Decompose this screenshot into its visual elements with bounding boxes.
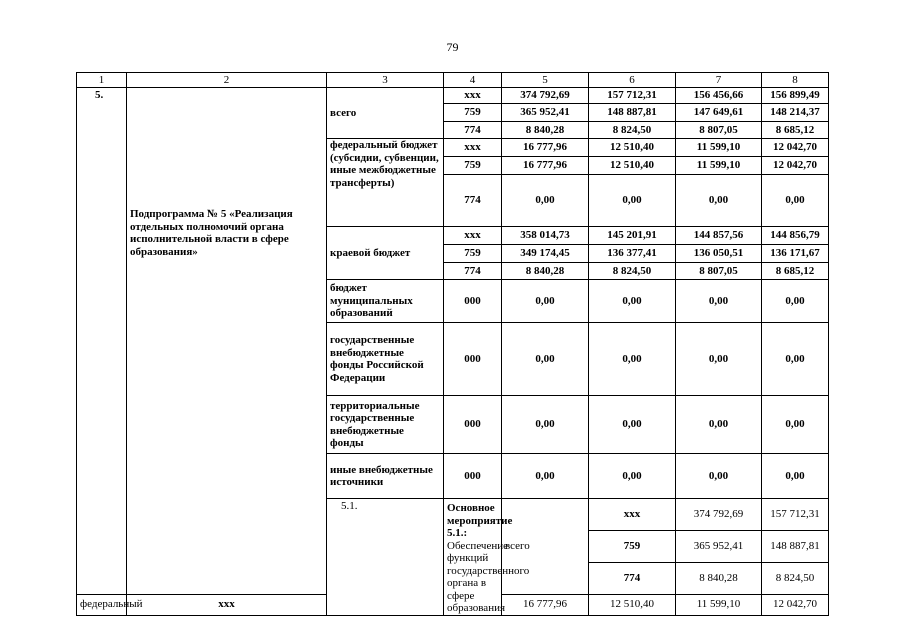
- code-cell: 759: [444, 104, 502, 122]
- value-cell: 157 712,31: [589, 88, 676, 104]
- section-number: 5.1.: [327, 499, 444, 616]
- header-row: [77, 73, 829, 88]
- code-cell: 759: [444, 245, 502, 263]
- value-cell: 0,00: [762, 175, 829, 227]
- code-cell: 759: [444, 157, 502, 175]
- source-label: всего: [502, 499, 589, 595]
- value-cell: 144 857,56: [676, 227, 762, 245]
- value-cell: 0,00: [502, 175, 589, 227]
- value-cell: 0,00: [676, 280, 762, 323]
- value-cell: 148 214,37: [762, 104, 829, 122]
- value-cell: 136 377,41: [589, 245, 676, 263]
- value-cell: 136 171,67: [762, 245, 829, 263]
- value-cell: 0,00: [589, 396, 676, 454]
- code-cell: xxx: [444, 139, 502, 157]
- value-cell: 11 599,10: [676, 139, 762, 157]
- code-cell: 000: [444, 323, 502, 396]
- value-cell: 16 777,96: [502, 139, 589, 157]
- value-cell: 0,00: [589, 454, 676, 499]
- value-cell: 12 510,40: [589, 594, 676, 615]
- value-cell: 0,00: [762, 454, 829, 499]
- value-cell: 148 887,81: [762, 530, 829, 562]
- value-cell: 12 510,40: [589, 157, 676, 175]
- value-cell: 0,00: [762, 323, 829, 396]
- value-cell: 148 887,81: [589, 104, 676, 122]
- value-cell: 0,00: [676, 175, 762, 227]
- header-cell: 6: [589, 73, 676, 88]
- value-cell: 145 201,91: [589, 227, 676, 245]
- value-cell: 136 050,51: [676, 245, 762, 263]
- value-cell: 8 685,12: [762, 122, 829, 139]
- header-cell: 4: [444, 73, 502, 88]
- value-cell: 156 456,66: [676, 88, 762, 104]
- value-cell: 12 042,70: [762, 157, 829, 175]
- header-cell: 7: [676, 73, 762, 88]
- value-cell: 12 042,70: [762, 594, 829, 615]
- source-label: бюджет муниципальных образований: [327, 280, 444, 323]
- value-cell: 144 856,79: [762, 227, 829, 245]
- code-cell: 759: [589, 530, 676, 562]
- value-cell: 0,00: [589, 175, 676, 227]
- page-number: 79: [446, 40, 459, 54]
- value-cell: 8 840,28: [502, 122, 589, 139]
- code-cell: xxx: [127, 594, 327, 615]
- value-cell: 12 510,40: [589, 139, 676, 157]
- value-cell: 8 807,05: [676, 122, 762, 139]
- source-label: краевой бюджет: [327, 227, 444, 280]
- code-cell: 774: [444, 175, 502, 227]
- code-cell: 774: [589, 562, 676, 594]
- value-cell: 0,00: [589, 323, 676, 396]
- measure-title: Основное мероприятие 5.1.:: [447, 502, 513, 539]
- table-row: [77, 88, 829, 104]
- value-cell: 11 599,10: [676, 594, 762, 615]
- value-cell: 349 174,45: [502, 245, 589, 263]
- header-cell: 3: [327, 73, 444, 88]
- code-cell: 000: [444, 280, 502, 323]
- code-cell: 774: [444, 263, 502, 280]
- value-cell: 365 952,41: [502, 104, 589, 122]
- value-cell: 0,00: [502, 454, 589, 499]
- section-number: 5.: [77, 88, 127, 595]
- value-cell: 8 840,28: [676, 562, 762, 594]
- source-label: федеральный бюджет (субсидии, субвенции, иные межбюджетные трансферты): [327, 139, 444, 227]
- value-cell: 374 792,69: [676, 499, 762, 531]
- code-cell: 000: [444, 454, 502, 499]
- value-cell: 0,00: [502, 323, 589, 396]
- value-cell: 16 777,96: [502, 157, 589, 175]
- value-cell: 0,00: [676, 396, 762, 454]
- code-cell: xxx: [444, 88, 502, 104]
- value-cell: 11 599,10: [676, 157, 762, 175]
- value-cell: 0,00: [676, 323, 762, 396]
- value-cell: 365 952,41: [676, 530, 762, 562]
- value-cell: 156 899,49: [762, 88, 829, 104]
- measure-description: Обеспечение функций государственного органа в сфере образования: [447, 539, 530, 614]
- value-cell: 0,00: [676, 454, 762, 499]
- value-cell: 8 824,50: [762, 562, 829, 594]
- source-label: государственные внебюджетные фонды Российской Федерации: [327, 323, 444, 396]
- value-cell: 8 840,28: [502, 263, 589, 280]
- value-cell: 8 685,12: [762, 263, 829, 280]
- value-cell: 8 807,05: [676, 263, 762, 280]
- value-cell: 8 824,50: [589, 263, 676, 280]
- code-cell: xxx: [444, 227, 502, 245]
- header-cell: 2: [127, 73, 327, 88]
- source-label: федеральный: [77, 594, 127, 615]
- value-cell: 0,00: [502, 280, 589, 323]
- header-cell: 8: [762, 73, 829, 88]
- value-cell: 147 649,61: [676, 104, 762, 122]
- header-cell: 1: [77, 73, 127, 88]
- source-label: территориальные государственные внебюджетные фонды: [327, 396, 444, 454]
- value-cell: 374 792,69: [502, 88, 589, 104]
- budget-table: [76, 72, 829, 616]
- value-cell: 0,00: [502, 396, 589, 454]
- value-cell: 0,00: [589, 280, 676, 323]
- value-cell: 12 042,70: [762, 139, 829, 157]
- source-label: иные внебюджетные источники: [327, 454, 444, 499]
- value-cell: 358 014,73: [502, 227, 589, 245]
- value-cell: 0,00: [762, 396, 829, 454]
- value-cell: 8 824,50: [589, 122, 676, 139]
- code-cell: xxx: [589, 499, 676, 531]
- value-cell: 157 712,31: [762, 499, 829, 531]
- value-cell: 0,00: [762, 280, 829, 323]
- source-label: всего: [327, 88, 444, 139]
- header-cell: 5: [502, 73, 589, 88]
- code-cell: 774: [444, 122, 502, 139]
- code-cell: 000: [444, 396, 502, 454]
- subprogram-name: Подпрограмма № 5 «Реализация отдельных полномочий органа исполнительной власти в сфере образования»: [127, 88, 327, 595]
- value-cell: 16 777,96: [502, 594, 589, 615]
